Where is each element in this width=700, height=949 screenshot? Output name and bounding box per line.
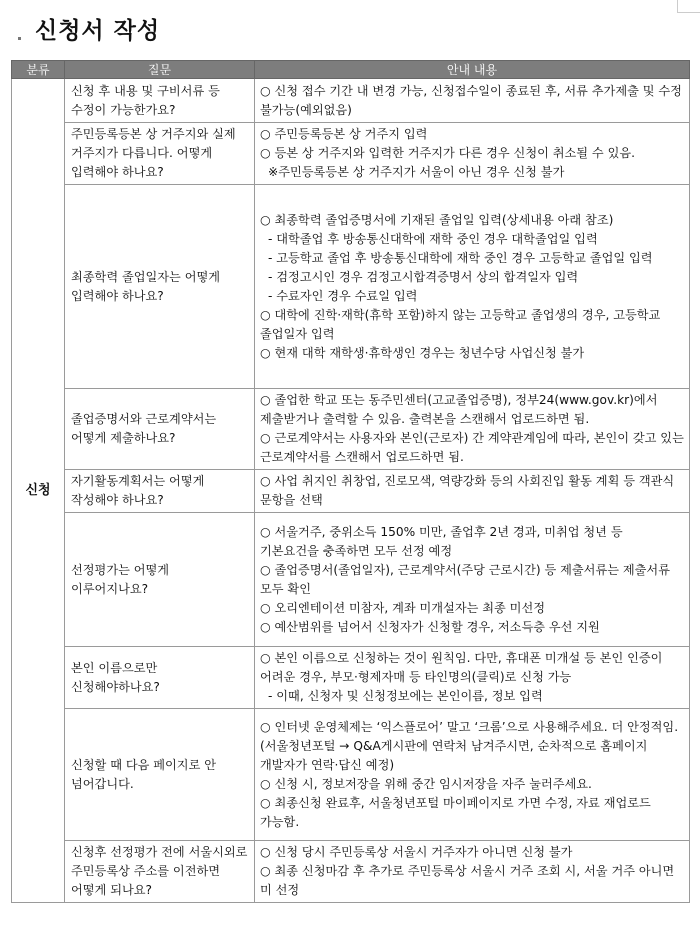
answer-line: ○ 예산범위를 넘어서 신청자가 신청할 경우, 저소득층 우선 지원 bbox=[260, 619, 600, 634]
answer-line: ○ 사업 취지인 취창업, 진로모색, 역량강화 등의 사회진입 활동 계획 등 객관식 문항을 선택 bbox=[260, 474, 675, 507]
answer-line: ○ 최종 신청마감 후 추가로 주민등록상 서울시 거주 조회 시, 서울 거주 아니면 미 선정 bbox=[260, 864, 675, 897]
answer-line: ○ 오리엔테이션 미참자, 계좌 미개설자는 최종 미선정 bbox=[260, 600, 545, 615]
answer-line: - 검정고시인 경우 검정고시합격증명서 상의 합격일자 입력 bbox=[268, 269, 579, 284]
answer-cell bbox=[255, 123, 690, 185]
answer-cell bbox=[255, 470, 690, 513]
table-row bbox=[12, 709, 690, 841]
answer-line: ○ 신청 접수 기간 내 변경 가능, 신청접수일이 종료된 후, 서류 추가제출 및 수정 불가능(예외없음) bbox=[260, 83, 682, 117]
table-header-row bbox=[12, 61, 690, 79]
answer-line: ○ 졸업증명서(졸업일자), 근로계약서(주당 근로시간) 등 제출서류는 제출서류 모두 확인 bbox=[260, 562, 670, 596]
answer-line: ○ 신청 당시 주민등록상 서울시 거주자가 아니면 신청 불가 bbox=[260, 845, 573, 859]
table-row bbox=[12, 389, 690, 470]
answer-cell bbox=[255, 513, 690, 647]
table-row bbox=[12, 123, 690, 185]
answer-line: ○ 신청 시, 정보저장을 위해 중간 임시저장을 자주 눌러주세요. bbox=[260, 776, 592, 791]
title-row bbox=[18, 8, 160, 48]
answer-line: ○ 대학에 진학·재학(휴학 포함)하지 않는 고등학교 졸업생의 경우, 고등학교 졸업일자 입력 bbox=[260, 307, 661, 341]
answer-line: ○ 졸업한 학교 또는 동주민센터(고교졸업증명), 정부24(www.gov.kr)에서 제출받거나 출력할 수 있음. 출력본을 스캔해서 업로드하면 됨. bbox=[260, 393, 658, 426]
question-cell: 신청할 때 다음 페이지로 안 넘어갑니다. bbox=[65, 709, 255, 841]
table-row bbox=[12, 647, 690, 709]
page-title: 신청서 작성 bbox=[35, 17, 161, 44]
answer-line: ○ 현재 대학 재학생·휴학생인 경우는 청년수당 사업신청 불가 bbox=[260, 345, 585, 360]
answer-line: ○ 근로계약서는 사용자와 본인(근로자) 간 계약관계임에 따라, 본인이 갖고 있는 근로계약서를 스캔해서 업로드하면 됨. bbox=[260, 431, 684, 464]
table-row bbox=[12, 841, 690, 903]
header-answer: 안내 내용 bbox=[255, 61, 690, 79]
answer-cell bbox=[255, 185, 690, 389]
table-row bbox=[12, 513, 690, 647]
answer-line: ※주민등록등본 상 거주지가 서울이 아닌 경우 신청 불가 bbox=[268, 165, 565, 179]
table-row bbox=[12, 470, 690, 513]
table-row bbox=[12, 185, 690, 389]
question-cell: 주민등록등본 상 거주지와 실제 거주지가 다릅니다. 어떻게 입력해야 하나요? bbox=[65, 123, 255, 185]
answer-line: - 이때, 신청자 및 신청정보에는 본인이름, 정보 입력 bbox=[268, 689, 543, 703]
header-question: 질문 bbox=[65, 61, 255, 79]
answer-cell bbox=[255, 79, 690, 123]
answer-line: ○ 인터넷 운영체제는 ‘익스플로어’ 말고 ‘크롬’으로 사용해주세요. 더 안정적임.(서울청년포털 → Q&A게시판에 연락처 남겨주시면, 순차적으로 홈페이지 개발자가 연락·답신 예정) bbox=[260, 719, 679, 772]
table-row bbox=[12, 79, 690, 123]
header-category: 분류 bbox=[12, 61, 65, 79]
question-cell: 졸업증명서와 근로계약서는 어떻게 제출하나요? bbox=[65, 389, 255, 470]
answer-cell bbox=[255, 647, 690, 709]
category-cell: 신청 bbox=[12, 79, 65, 903]
answer-line: - 고등학교 졸업 후 방송통신대학에 재학 중인 경우 고등학교 졸업일 입력 bbox=[268, 250, 653, 265]
answer-line: - 대학졸업 후 방송통신대학에 재학 중인 경우 대학졸업일 입력 bbox=[268, 231, 598, 246]
faq-table bbox=[11, 60, 690, 903]
answer-cell bbox=[255, 389, 690, 470]
page-corner-mark bbox=[677, 0, 700, 13]
answer-line: ○ 최종학력 졸업증명서에 기재된 졸업일 입력(상세내용 아래 참조) bbox=[260, 212, 614, 227]
bullet-dot-icon bbox=[18, 37, 21, 40]
answer-line: - 수료자인 경우 수료일 입력 bbox=[268, 288, 418, 303]
answer-line: ○ 주민등록등본 상 거주지 입력 bbox=[260, 127, 428, 141]
answer-line: ○ 서울거주, 중위소득 150% 미만, 졸업후 2년 경과, 미취업 청년 등 기본요건을 충족하면 모두 선정 예정 bbox=[260, 524, 623, 558]
answer-line: ○ 최종신청 완료후, 서울청년포털 마이페이지로 가면 수정, 자료 재업로드 가능함. bbox=[260, 795, 651, 829]
answer-cell bbox=[255, 709, 690, 841]
question-cell: 최종학력 졸업일자는 어떻게 입력해야 하나요? bbox=[65, 185, 255, 389]
question-cell: 신청후 선정평가 전에 서울시외로 주민등록상 주소를 이전하면 어떻게 되나요? bbox=[65, 841, 255, 903]
question-cell: 선정평가는 어떻게 이루어지나요? bbox=[65, 513, 255, 647]
answer-line: ○ 본인 이름으로 신청하는 것이 원칙임. 다만, 휴대폰 미개설 등 본인 인증이 어려운 경우, 부모·형제자매 등 타인명의(클릭)로 신청 가능 bbox=[260, 651, 663, 684]
question-cell: 본인 이름으로만 신청해야하나요? bbox=[65, 647, 255, 709]
question-cell: 자기활동계획서는 어떻게 작성해야 하나요? bbox=[65, 470, 255, 513]
question-cell: 신청 후 내용 및 구비서류 등 수정이 가능한가요? bbox=[65, 79, 255, 123]
answer-cell bbox=[255, 841, 690, 903]
answer-line: ○ 등본 상 거주지와 입력한 거주지가 다른 경우 신청이 취소될 수 있음. bbox=[260, 146, 635, 160]
